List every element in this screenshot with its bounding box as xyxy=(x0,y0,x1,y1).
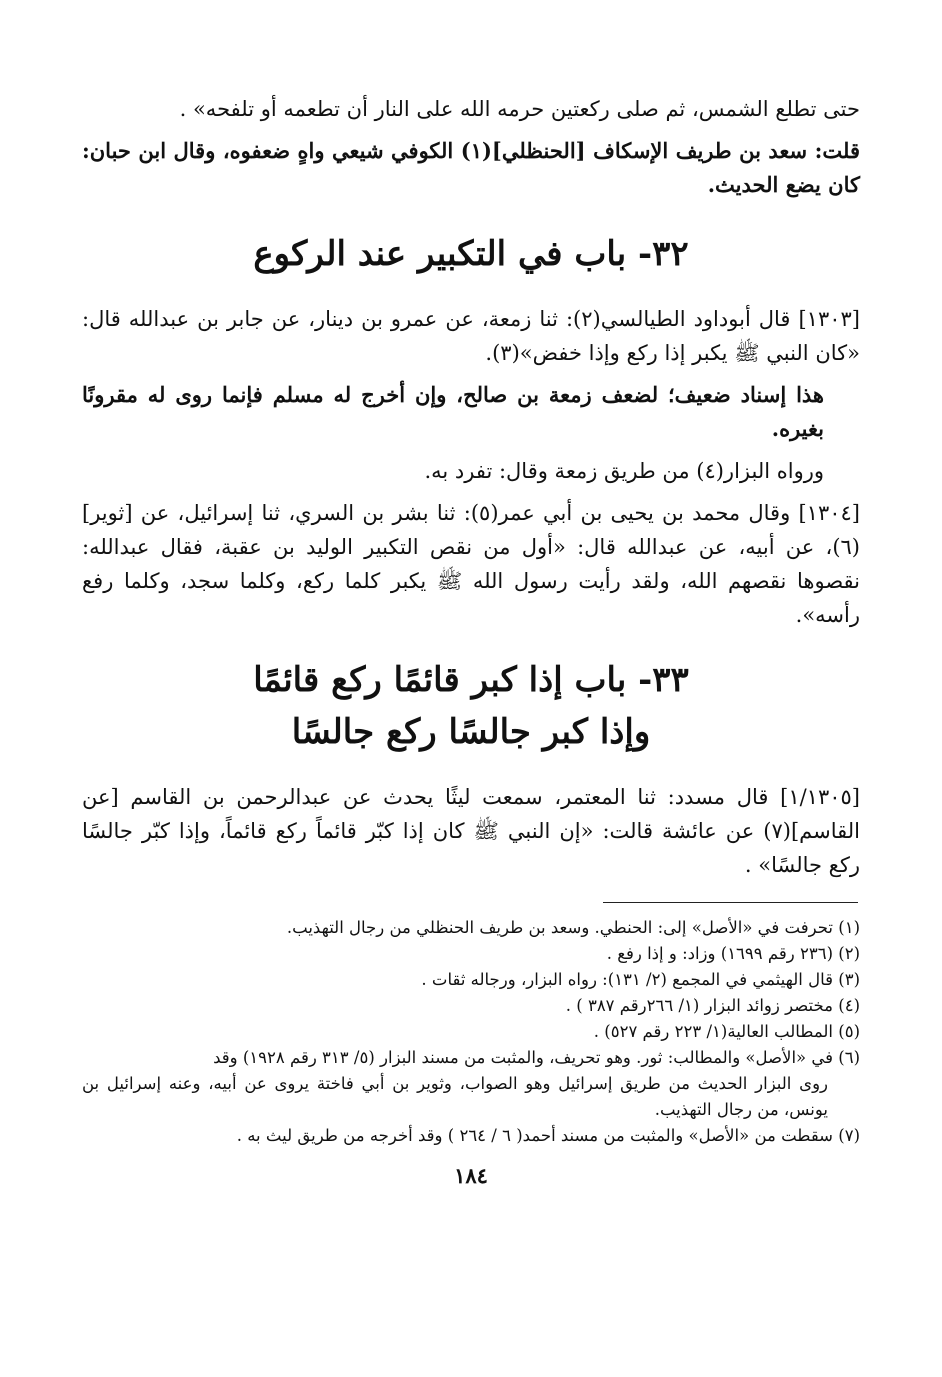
footnote-2: (٢) (٢٣٦ رقم ١٦٩٩) وزاد: و إذا رفع . xyxy=(606,944,860,963)
chapter-heading-33-line1: ٣٣- باب إذا كبر قائمًا ركع قائمًا xyxy=(253,660,689,700)
hadith-1305: [١/١٣٠٥] قال مسدد: ثنا المعتمر، سمعت ليثًا يحدث عن عبدالرحمن بن القاسم [عن القاسم](٧) عن عائشة قالت: «إن النبي ﷺ كان إذا كبّر قائماً ركع قائماً، وإذا كبّر جالسًا ركع جالسًا» . xyxy=(82,785,860,877)
hadith-1303: [١٣٠٣] قال أبوداود الطيالسي(٢): ثنا زمعة، عن عمرو بن دينار، عن جابر بن عبدالله قال: «كان النبي ﷺ يكبر إذا ركع وإذا خفض»(٣). xyxy=(82,307,860,365)
footnote-1: (١) تحرفت في «الأصل» إلى: الحنطي. وسعد بن طريف الحنظلي من رجال التهذيب. xyxy=(286,918,860,937)
narrator-comment: قلت: سعد بن طريف الإسكاف [الحنظلي](١) الكوفي شيعي واهٍ ضعفوه، وقال ابن حبان: كان يضع الحديث. xyxy=(82,138,860,197)
footnote-4: (٤) مختصر زوائد البزار (١/ ٢٦٦رقم ٣٨٧ ) . xyxy=(565,996,860,1015)
continued-hadith-text: حتى تطلع الشمس، ثم صلى ركعتين حرمه الله على النار أن تطعمه أو تلفحه» . xyxy=(179,97,860,121)
footnotes xyxy=(82,915,860,1149)
page-number: ١٨٤ xyxy=(454,1163,488,1188)
hadith-1304: [١٣٠٤] وقال محمد بن يحيى بن أبي عمر(٥): ثنا بشر بن السري، ثنا إسرائيل، عن [ثوير](٦)، عن أبيه، عن عبدالله قال: «أول من نقص التكبير الوليد بن عقبة، فقال عبدالله: نقصوها نقصهم الله، ولقد رأيت رسول الله ﷺ يكبر كلما ركع، وكلما سجد، وكلما رفع رأسه». xyxy=(82,501,860,627)
chapter-heading-33 xyxy=(82,654,860,758)
footnote-5: (٥) المطالب العالية(١/ ٢٢٣ رقم ٥٢٧) . xyxy=(593,1022,860,1041)
footnote-separator xyxy=(603,902,858,903)
chapter-heading-33-line2: وإذا كبر جالسًا ركع جالسًا xyxy=(291,712,651,752)
isnad-comment: هذا إسناد ضعيف؛ لضعف زمعة بن صالح، وإن أخرج له مسلم فإنما روى له مقرونًا بغيره. xyxy=(82,382,824,441)
footnote-3: (٣) قال الهيثمي في المجمع (٢/ ١٣١): رواه البزار، ورجاله ثقات . xyxy=(421,970,860,989)
footnote-6: (٦) في «الأصل» والمطالب: ثور. وهو تحريف، والمثبت من مسند البزار (٥/ ٣١٣ رقم ١٩٢٨) وقد xyxy=(213,1048,860,1067)
footnote-7: (٧) سقطت من «الأصل» والمثبت من مسند أحمد( ٦ / ٢٦٤ ) وقد أخرجه من طريق ليث به . xyxy=(236,1126,860,1145)
chapter-heading-32: ٣٢- باب في التكبير عند الركوع xyxy=(253,234,689,274)
bazzar-note: ورواه البزار(٤) من طريق زمعة وقال: تفرد به. xyxy=(424,459,824,483)
footnote-6-continued: روى البزار الحديث من طريق إسرائيل وهو الصواب، وثوير بن أبي فاختة يروى عن أبيه، وعنه إسرائيل بن يونس، من رجال التهذيب. xyxy=(82,1074,828,1119)
